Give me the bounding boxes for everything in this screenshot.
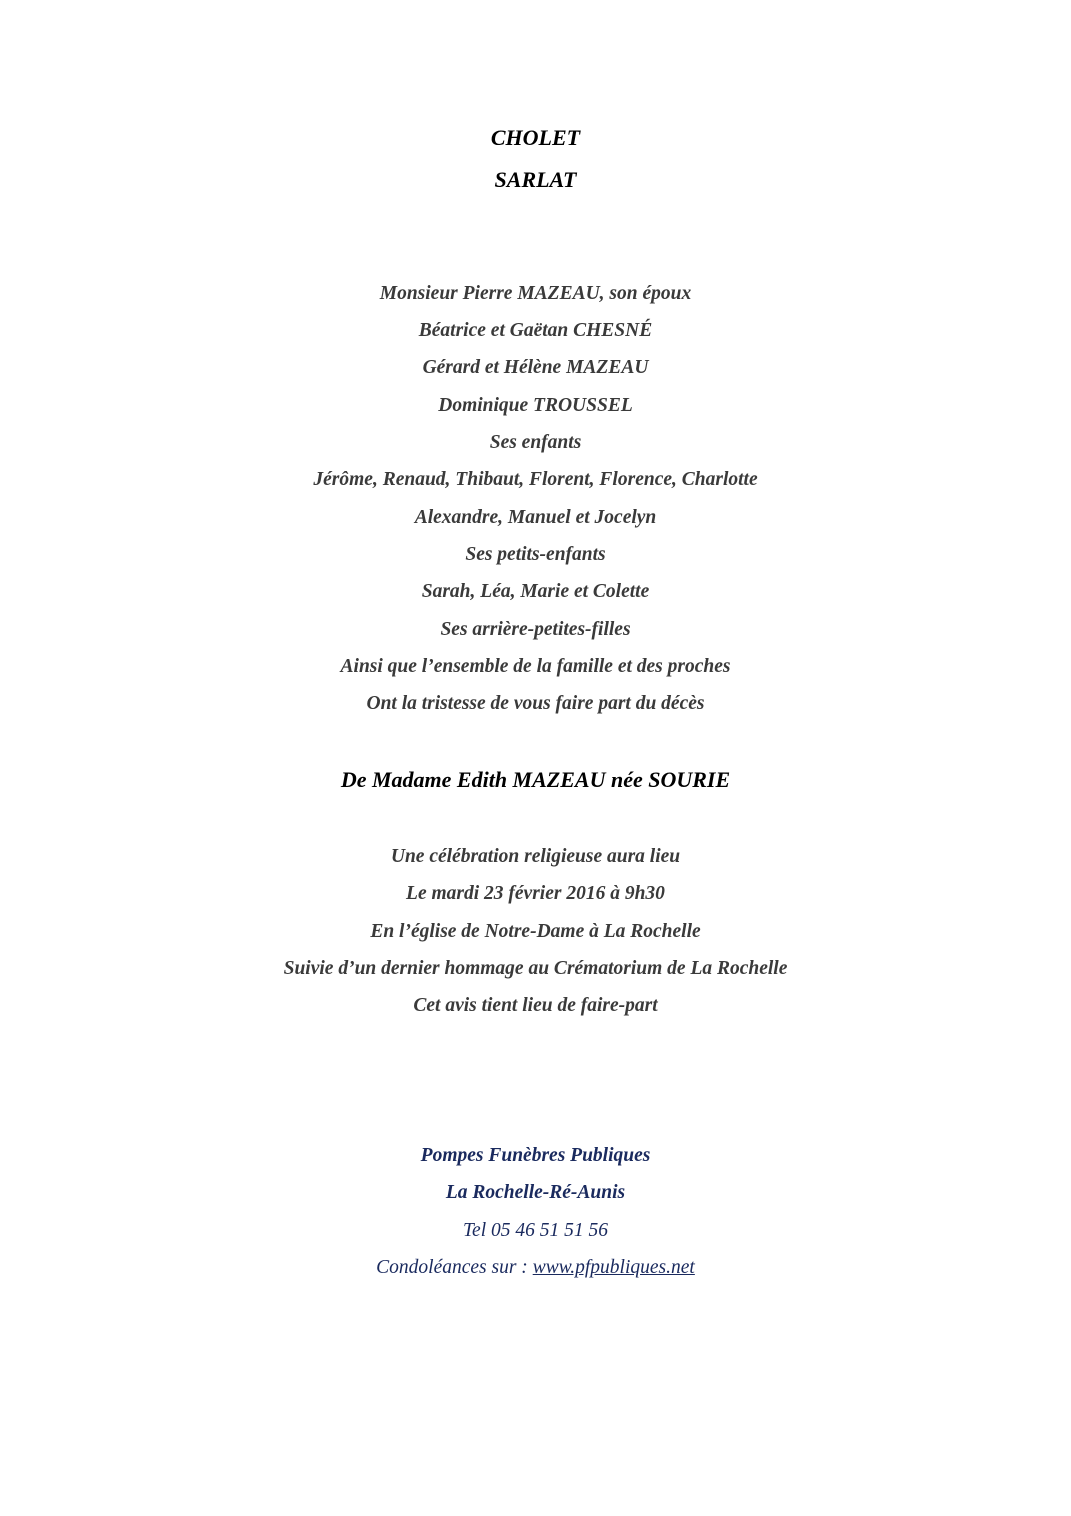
family-line: Ont la tristesse de vous faire part du décès	[366, 693, 705, 714]
place-cholet: CHOLET	[490, 125, 581, 150]
ceremony-line: Cet avis tient lieu de faire-part	[413, 995, 658, 1016]
family-line: Ses enfants	[489, 432, 582, 453]
funeral-home-phone: Tel 05 46 51 51 56	[462, 1220, 608, 1241]
family-line: Béatrice et Gaëtan CHESNÉ	[418, 320, 653, 341]
condolences-label: Condoléances sur :	[376, 1257, 533, 1278]
website-link[interactable]: www.pfpubliques.net	[532, 1257, 695, 1278]
family-line: Ses arrière-petites-filles	[440, 619, 631, 640]
ceremony-line: Une célébration religieuse aura lieu	[390, 846, 681, 867]
family-line: Gérard et Hélène MAZEAU	[422, 357, 649, 378]
family-line: Dominique TROUSSEL	[438, 395, 633, 416]
family-line: Monsieur Pierre MAZEAU, son époux	[379, 283, 692, 304]
family-line: Ses petits-enfants	[465, 544, 606, 565]
ceremony-line: En l’église de Notre-Dame à La Rochelle	[370, 921, 701, 942]
family-line: Jérôme, Renaud, Thibaut, Florent, Florence, Charlotte	[313, 469, 758, 490]
family-line: Alexandre, Manuel et Jocelyn	[414, 507, 657, 528]
deceased-name: De Madame Edith MAZEAU née SOURIE	[340, 767, 731, 792]
funeral-home-name: Pompes Funèbres Publiques	[420, 1145, 651, 1166]
family-line: Ainsi que l’ensemble de la famille et des proches	[340, 656, 731, 677]
family-line: Sarah, Léa, Marie et Colette	[421, 581, 650, 602]
condolences-line	[0, 1257, 1071, 1279]
ceremony-line: Suivie d’un dernier hommage au Crématorium de La Rochelle	[283, 958, 788, 979]
funeral-home-location: La Rochelle-Ré-Aunis	[445, 1182, 626, 1203]
ceremony-line: Le mardi 23 février 2016 à 9h30	[406, 883, 665, 904]
place-sarlat: SARLAT	[494, 167, 577, 192]
